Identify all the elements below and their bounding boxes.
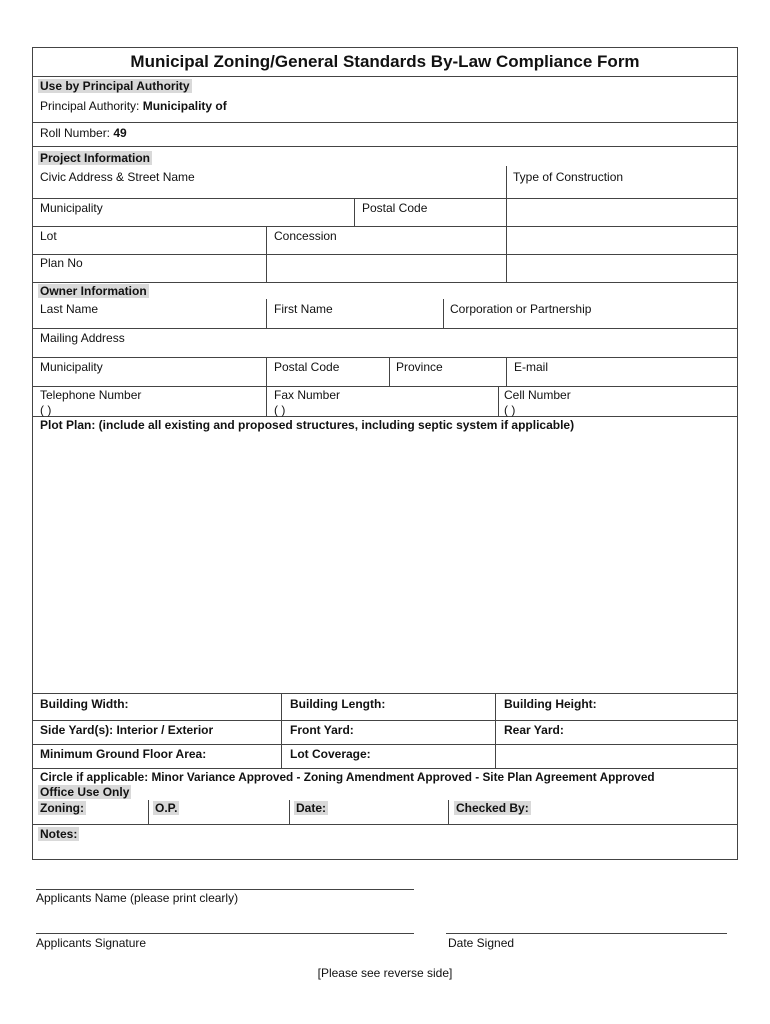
section-owner-information: Owner Information bbox=[40, 284, 147, 298]
owner-postal-code-label: Postal Code bbox=[274, 360, 340, 374]
divider bbox=[33, 254, 737, 255]
divider bbox=[266, 357, 267, 386]
project-postal-code-label: Postal Code bbox=[362, 201, 428, 215]
divider bbox=[33, 146, 737, 147]
roll-number-field bbox=[40, 126, 127, 140]
plan-no-label: Plan No bbox=[40, 256, 83, 270]
principal-authority-value: Municipality of bbox=[142, 99, 227, 113]
section-office-use: Office Use Only bbox=[40, 785, 130, 799]
divider bbox=[498, 386, 499, 416]
plot-plan-label: Plot Plan: (include all existing and proposed structures, including septic system if applicable) bbox=[40, 418, 575, 432]
civic-address-label: Civic Address & Street Name bbox=[40, 170, 195, 184]
roll-number-label: Roll Number: bbox=[40, 126, 111, 140]
date-label: Date: bbox=[296, 801, 327, 815]
op-label: O.P. bbox=[155, 801, 178, 815]
lot-label: Lot bbox=[40, 229, 57, 243]
divider bbox=[33, 76, 737, 77]
applicant-signature-line bbox=[36, 933, 414, 934]
divider bbox=[33, 328, 737, 329]
divider bbox=[33, 768, 737, 769]
divider bbox=[33, 824, 737, 825]
divider bbox=[281, 693, 282, 768]
front-yard-label: Front Yard: bbox=[290, 723, 354, 737]
project-municipality-label: Municipality bbox=[40, 201, 103, 215]
first-name-label: First Name bbox=[274, 302, 333, 316]
concession-label: Concession bbox=[274, 229, 337, 243]
notes-label: Notes: bbox=[40, 827, 78, 841]
province-label: Province bbox=[396, 360, 443, 374]
corporation-label: Corporation or Partnership bbox=[450, 302, 592, 316]
principal-authority-field bbox=[40, 99, 227, 113]
divider bbox=[33, 693, 737, 694]
principal-authority-label: Principal Authority: bbox=[40, 99, 140, 113]
divider bbox=[289, 800, 290, 824]
mailing-address-label: Mailing Address bbox=[40, 331, 125, 345]
telephone-paren: ( ) bbox=[40, 403, 52, 417]
divider bbox=[33, 122, 737, 123]
divider bbox=[33, 744, 737, 745]
fax-paren: ( ) bbox=[274, 403, 286, 417]
divider bbox=[33, 282, 737, 283]
divider bbox=[506, 166, 507, 282]
divider bbox=[33, 226, 737, 227]
divider bbox=[495, 693, 496, 768]
building-width-label: Building Width: bbox=[40, 697, 129, 711]
divider bbox=[33, 720, 737, 721]
zoning-label: Zoning: bbox=[40, 801, 84, 815]
email-label: E-mail bbox=[514, 360, 549, 374]
divider bbox=[443, 299, 444, 328]
lot-coverage-label: Lot Coverage: bbox=[290, 747, 371, 761]
divider bbox=[33, 386, 737, 387]
applicant-name-line bbox=[36, 889, 414, 890]
compliance-form bbox=[32, 47, 738, 860]
divider bbox=[266, 299, 267, 328]
divider bbox=[33, 198, 737, 199]
date-signed-label: Date Signed bbox=[448, 936, 515, 950]
applicant-name-label: Applicants Name (please print clearly) bbox=[36, 891, 239, 905]
divider bbox=[506, 357, 507, 386]
min-floor-area-label: Minimum Ground Floor Area: bbox=[40, 747, 207, 761]
divider bbox=[148, 800, 149, 824]
section-principal-authority: Use by Principal Authority bbox=[40, 79, 190, 93]
divider bbox=[33, 357, 737, 358]
rear-yard-label: Rear Yard: bbox=[504, 723, 564, 737]
divider bbox=[354, 198, 355, 226]
telephone-label: Telephone Number bbox=[40, 388, 142, 402]
section-project-information: Project Information bbox=[40, 151, 151, 165]
reverse-side-note: [Please see reverse side] bbox=[317, 966, 453, 980]
divider bbox=[33, 416, 737, 417]
owner-municipality-label: Municipality bbox=[40, 360, 103, 374]
form-title: Municipal Zoning/General Standards By-Law Compliance Form bbox=[130, 52, 640, 71]
building-height-label: Building Height: bbox=[504, 697, 597, 711]
checked-by-label: Checked By: bbox=[456, 801, 529, 815]
cell-label: Cell Number bbox=[504, 388, 571, 402]
type-of-construction-label: Type of Construction bbox=[513, 170, 624, 184]
circle-if-applicable: Circle if applicable: Minor Variance Approved - Zoning Amendment Approved - Site Plan Agreement Approved bbox=[40, 770, 655, 784]
date-signed-line bbox=[446, 933, 727, 934]
cell-paren: ( ) bbox=[504, 403, 516, 417]
building-length-label: Building Length: bbox=[290, 697, 386, 711]
divider bbox=[266, 386, 267, 416]
last-name-label: Last Name bbox=[40, 302, 99, 316]
divider bbox=[448, 800, 449, 824]
divider bbox=[389, 357, 390, 386]
divider bbox=[266, 226, 267, 282]
applicant-signature-label: Applicants Signature bbox=[36, 936, 147, 950]
fax-label: Fax Number bbox=[274, 388, 341, 402]
side-yard-label: Side Yard(s): Interior / Exterior bbox=[40, 723, 214, 737]
roll-number-value: 49 bbox=[113, 126, 127, 140]
